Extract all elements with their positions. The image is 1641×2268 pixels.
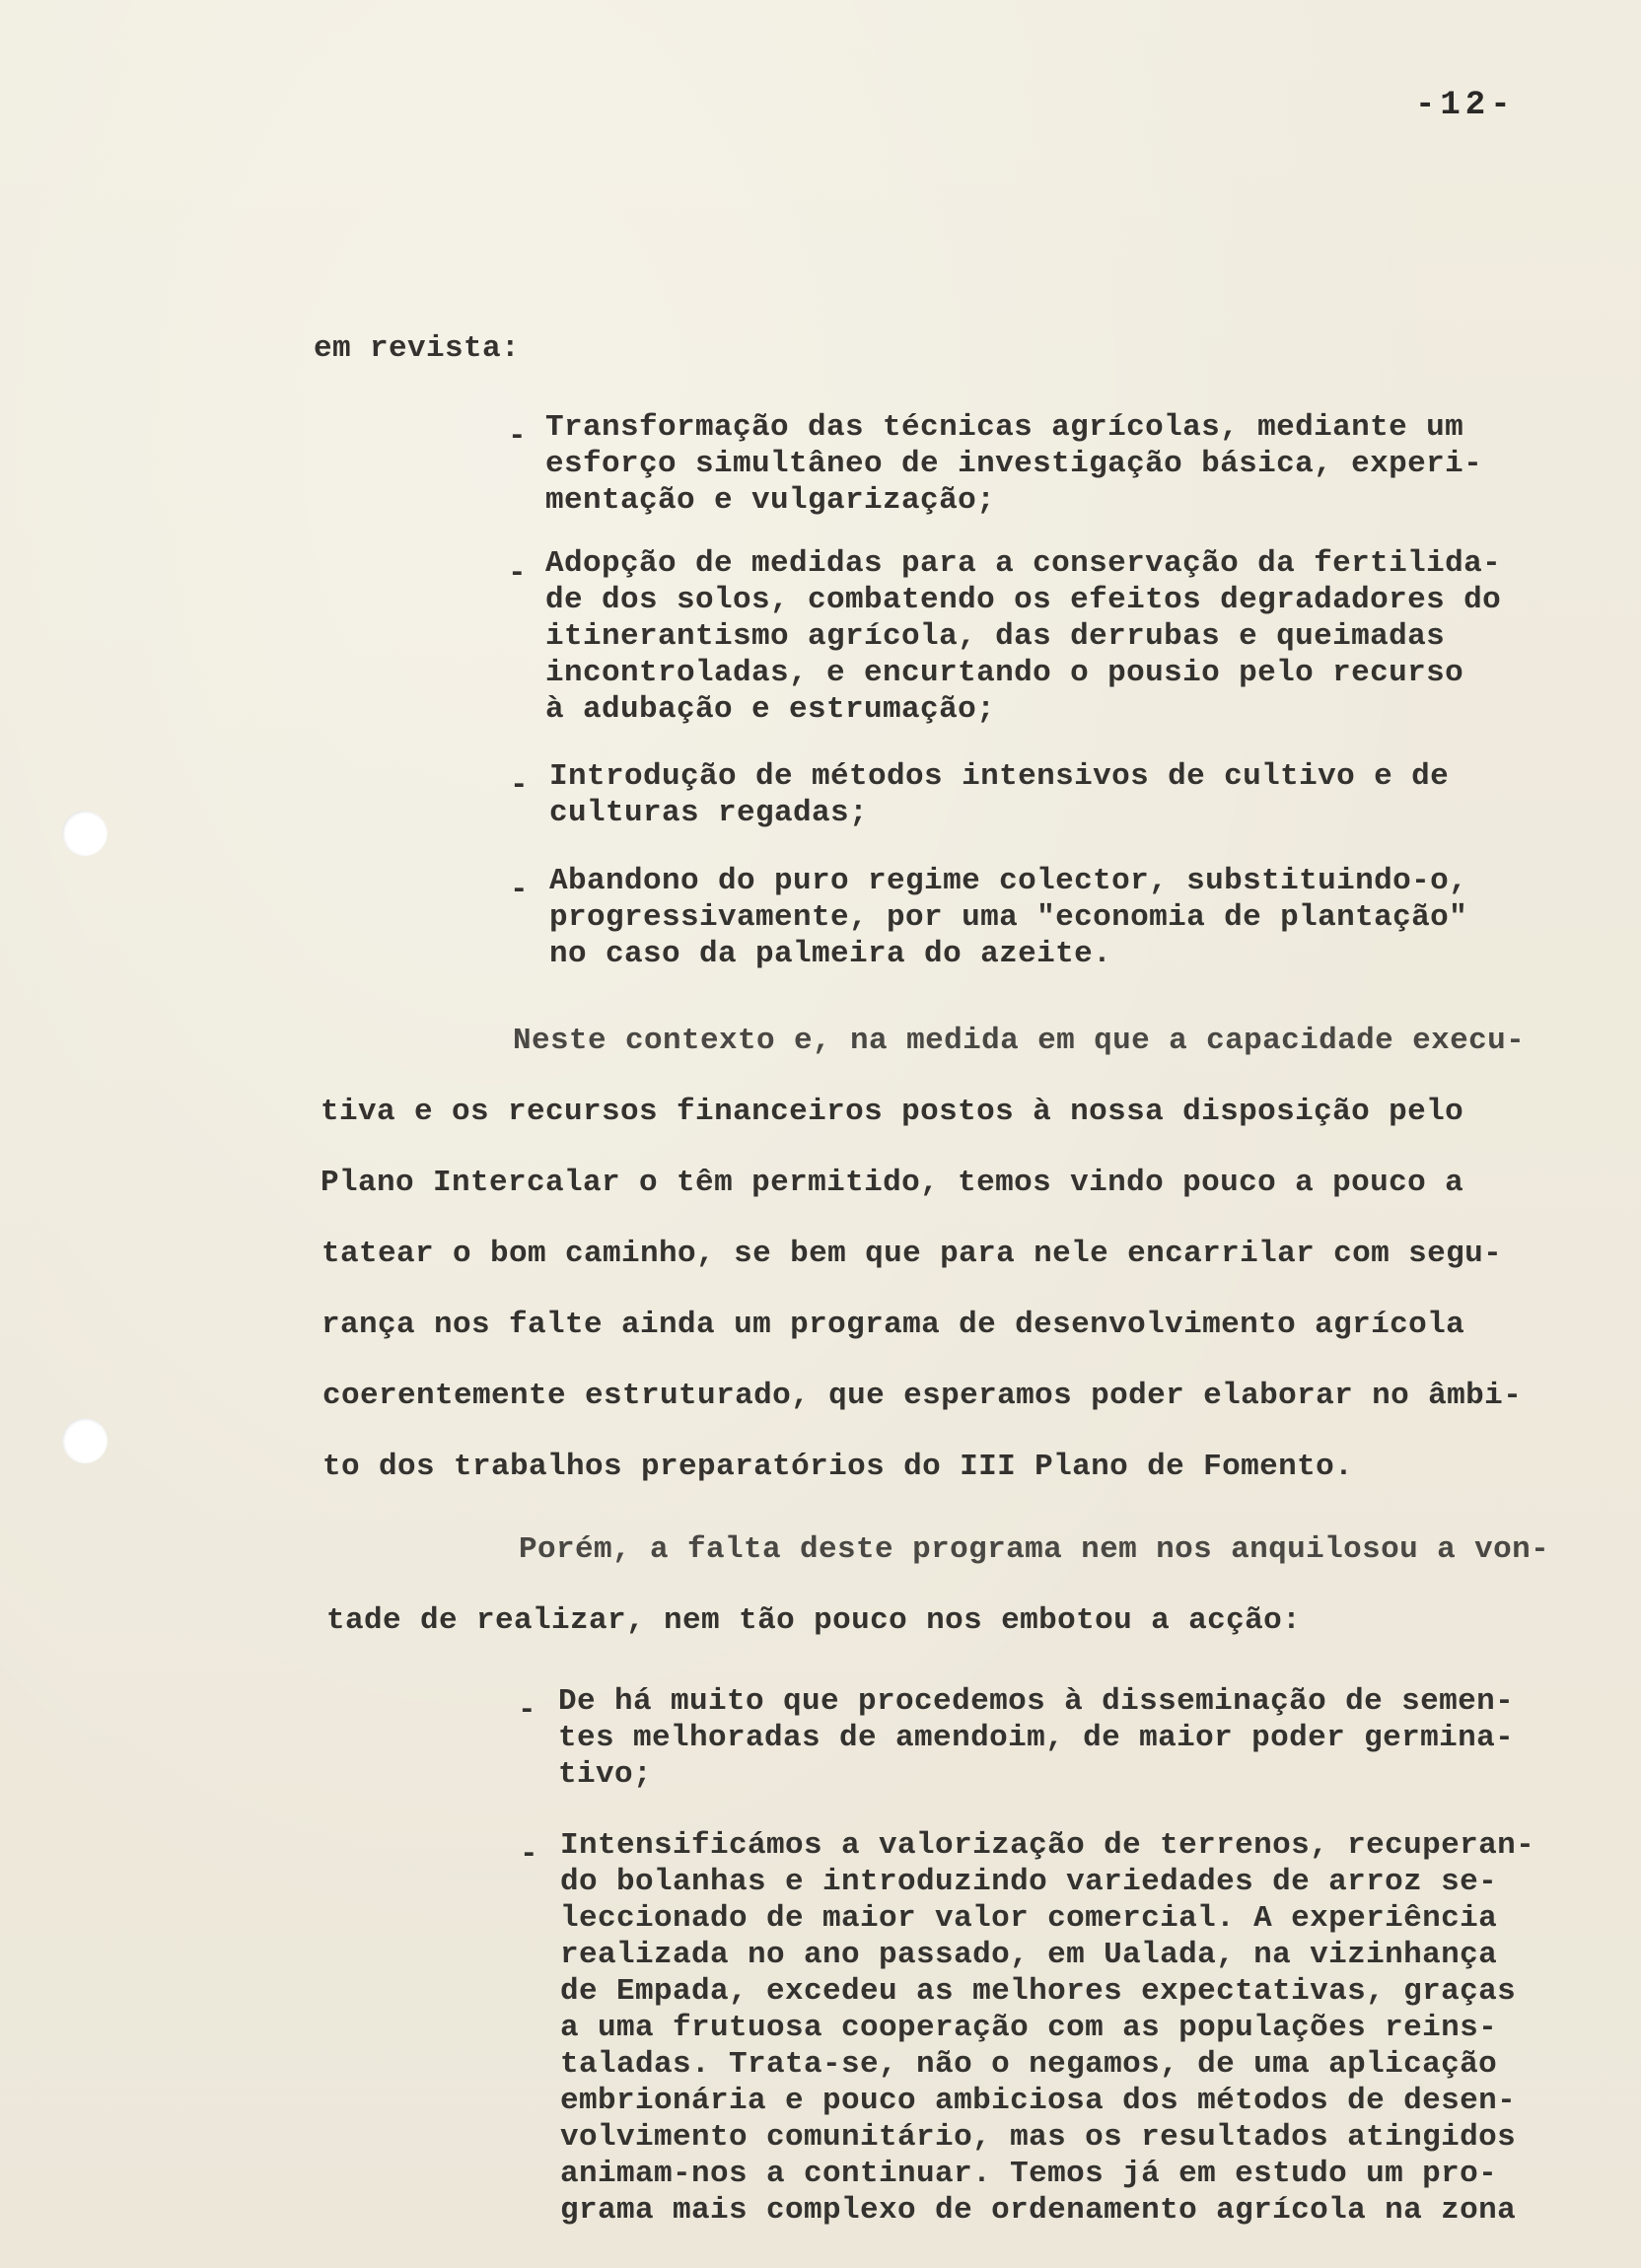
list-item-line: itinerantismo agrícola, das derrubas e queimadas (545, 619, 1446, 654)
bullet-dash: - (510, 873, 529, 907)
bullet-dash: - (520, 1837, 538, 1872)
list-item-line: animam-nos a continuar. Temos já em estudo um pro- (560, 2157, 1498, 2191)
list-item-line: embrionária e pouco ambiciosa dos métodos de desen- (560, 2084, 1517, 2118)
intro-line: em revista: (314, 331, 521, 366)
list-item-line: taladas. Trata-se, não o negamos, de uma aplicação (560, 2047, 1498, 2082)
paragraph-line: Neste contexto e, na medida em que a capacidade execu- (513, 1024, 1526, 1058)
list-item-line: no caso da palmeira do azeite. (549, 937, 1112, 971)
paragraph-line: Porém, a falta deste programa nem nos anquilosou a von- (519, 1532, 1550, 1567)
punch-hole (62, 1418, 107, 1463)
page-number: -12- (1415, 87, 1516, 124)
list-item-line: Abandono do puro regime colector, substituindo-o, (549, 864, 1468, 898)
list-item-line: progressivamente, por uma "economia de plantação" (549, 900, 1468, 935)
list-item-line: Transformação das técnicas agrícolas, mediante um (545, 410, 1464, 445)
list-item-line: de Empada, excedeu as melhores expectativas, graças (560, 1974, 1517, 2009)
paragraph-line: coerentemente estruturado, que esperamos poder elaborar no âmbi- (322, 1379, 1523, 1413)
punch-hole (62, 811, 107, 856)
list-item-line: mentação e vulgarização; (545, 483, 996, 518)
paragraph-line: rança nos falte ainda um programa de desenvolvimento agrícola (321, 1308, 1465, 1342)
list-item-line: incontroladas, e encurtando o pousio pelo recurso (545, 656, 1464, 690)
list-item-line: do bolanhas e introduzindo variedades de arroz se- (560, 1865, 1498, 1899)
list-item-line: esforço simultâneo de investigação básica, experi- (545, 447, 1483, 481)
paragraph-line: tatear o bom caminho, se bem que para nele encarrilar com segu- (321, 1237, 1503, 1271)
list-item-line: de dos solos, combatendo os efeitos degradadores do (545, 583, 1502, 617)
list-item-line: volvimento comunitário, mas os resultados atingidos (560, 2120, 1517, 2155)
list-item-line: realizada no ano passado, em Ualada, na vizinhança (560, 1938, 1498, 1972)
list-item-line: Introdução de métodos intensivos de cultivo e de (549, 759, 1450, 794)
bullet-dash: - (508, 556, 527, 591)
list-item-line: De há muito que procedemos à disseminação de semen- (558, 1684, 1515, 1719)
list-item-line: grama mais complexo de ordenamento agrícola na zona (560, 2193, 1517, 2228)
bullet-dash: - (518, 1693, 536, 1728)
bullet-dash: - (510, 768, 529, 803)
paragraph-line: tiva e os recursos financeiros postos à nossa disposição pelo (321, 1095, 1464, 1129)
list-item-line: Intensificámos a valorização de terrenos, recuperan- (560, 1828, 1535, 1863)
list-item-line: a uma frutuosa cooperação com as populações reins- (560, 2011, 1498, 2045)
paragraph-line: to dos trabalhos preparatórios do III Plano de Fomento. (322, 1450, 1354, 1484)
list-item-line: à adubação e estrumação; (545, 692, 996, 727)
list-item-line: culturas regadas; (549, 796, 869, 830)
list-item-line: Adopção de medidas para a conservação da fertilida- (545, 546, 1502, 581)
list-item-line: tivo; (558, 1757, 653, 1792)
list-item-line: leccionado de maior valor comercial. A experiência (560, 1901, 1498, 1936)
bullet-dash: - (508, 419, 527, 454)
list-item-line: tes melhoradas de amendoim, de maior poder germina- (558, 1721, 1515, 1755)
paragraph-line: Plano Intercalar o têm permitido, temos vindo pouco a pouco a (321, 1166, 1464, 1200)
paragraph-line: tade de realizar, nem tão pouco nos embotou a acção: (326, 1603, 1302, 1638)
